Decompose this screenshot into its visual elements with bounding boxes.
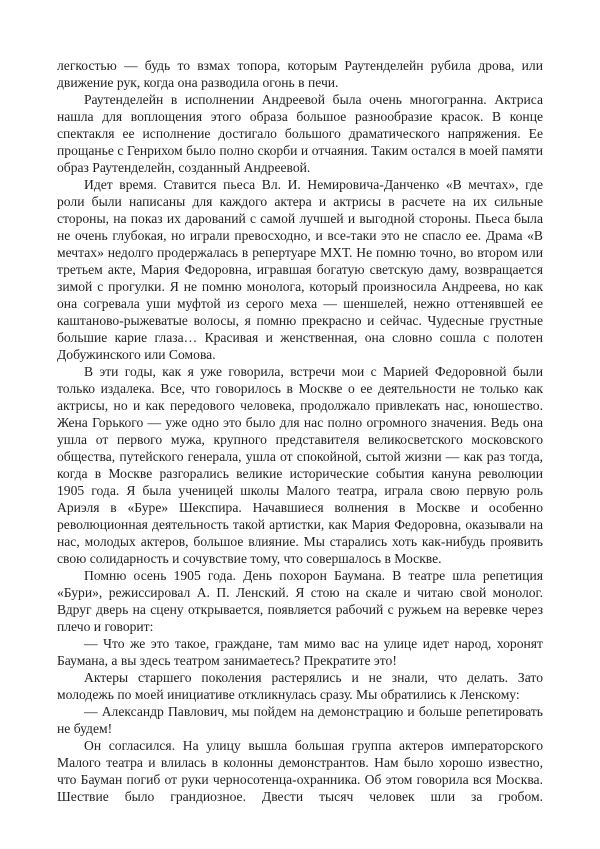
paragraph: В эти годы, как я уже говорила, встречи мои с Марией Федоровной были только издалека. Все, что говорилось в Москве о ее деятельности не только как актрисы, но и как передового человека, продолжало привлекать нас, юношество. Жена Горького — уже одно это было для нас полно огромного значения. Ведь она ушла от первого мужа, крупного представителя великосветского московского общества, путейского генерала, ушла от спокойной, сытой жизни — как раз тогда, когда в Москве разгорались великие исторические события кануна революции 1905 года. Я была ученицей школы Малого театра, играла свою первую роль Ариэля в «Буре» Шекспира. Начавшиеся волнения в Москве и особенно революционная деятельность такой артистки, как Мария Федоровна, оказывали на нас, молодых актеров, большое влияние. Мы старались хоть как-нибудь проявить свою солидарность и сочувствие тому, что совершалось в Москве.	[57, 364, 543, 566]
paragraph: Идет время. Ставится пьеса Вл. И. Немировича-Данченко «В мечтах», где роли были написаны для каждого актера и актрисы в расчете на их сильные стороны, на показ их дарований с самой лучшей и выгодной стороны. Пьеса была не очень глубокая, но играли превосходно, и все-таки это не спасло ее. Драма «В мечтах» недолго продержалась в репертуаре МХТ. Не помню точно, во втором или третьем акте, Мария Федоровна, игравшая богатую светскую даму, возвращается зимой с прогулки. Я не помню монолога, который произносила Андреева, но как она согревала уши муфтой из серого меха — шеншелей, нежно оттенявшей ее каштаново-рыжеватые волосы, я помню прекрасно и сейчас. Чудесные грустные большие карие глаза… Красивая и женственная, она словно сошла с полотен Добужинского или Сомова.	[57, 177, 543, 362]
document-page	[57, 57, 543, 805]
paragraph: Раутенделейн в исполнении Андреевой была очень многогранна. Актриса нашла для воплощения этого образа большое разнообразие красок. В конце спектакля ее исполнение достигало большого драматического напряжения. Ее прощанье с Генрихом было полно скорби и отчаяния. Таким остался в моей памяти образ Раутенделейн, созданный Андреевой.	[57, 92, 543, 175]
dialogue-paragraph: — Что же это такое, граждане, там мимо вас на улице идет народ, хоронят Баумана, а вы здесь театром занимаетесь? Прекратите это!	[57, 636, 543, 668]
paragraph-continues-next-page: Он согласился. На улицу вышла большая группа актеров императорского Малого театра и влилась в колонны демонстрантов. Нам было хорошо известно, что Бауман погиб от руки черносотенца-охранника. Об этом говорила вся Москва. Шествие было грандиозное. Двести тысяч человек шли за гробом.	[57, 738, 543, 804]
dialogue-paragraph: — Александр Павлович, мы пойдем на демонстрацию и больше репетировать не будем!	[57, 704, 543, 736]
paragraph-continuation: легкостью — будь то взмах топора, которым Раутенделейн рубила дрова, или движение рук, когда она разводила огонь в печи.	[57, 58, 543, 90]
paragraph: Актеры старшего поколения растерялись и не знали, что делать. Зато молодежь по моей инициативе откликнулась сразу. Мы обратились к Ленскому:	[57, 670, 543, 702]
paragraph: Помню осень 1905 года. День похорон Баумана. В театре шла репетиция «Бури», режиссировал А. П. Ленский. Я стою на скале и читаю свой монолог. Вдруг дверь на сцену открывается, появляется рабочий с ружьем на веревке через плечо и говорит:	[57, 568, 543, 634]
